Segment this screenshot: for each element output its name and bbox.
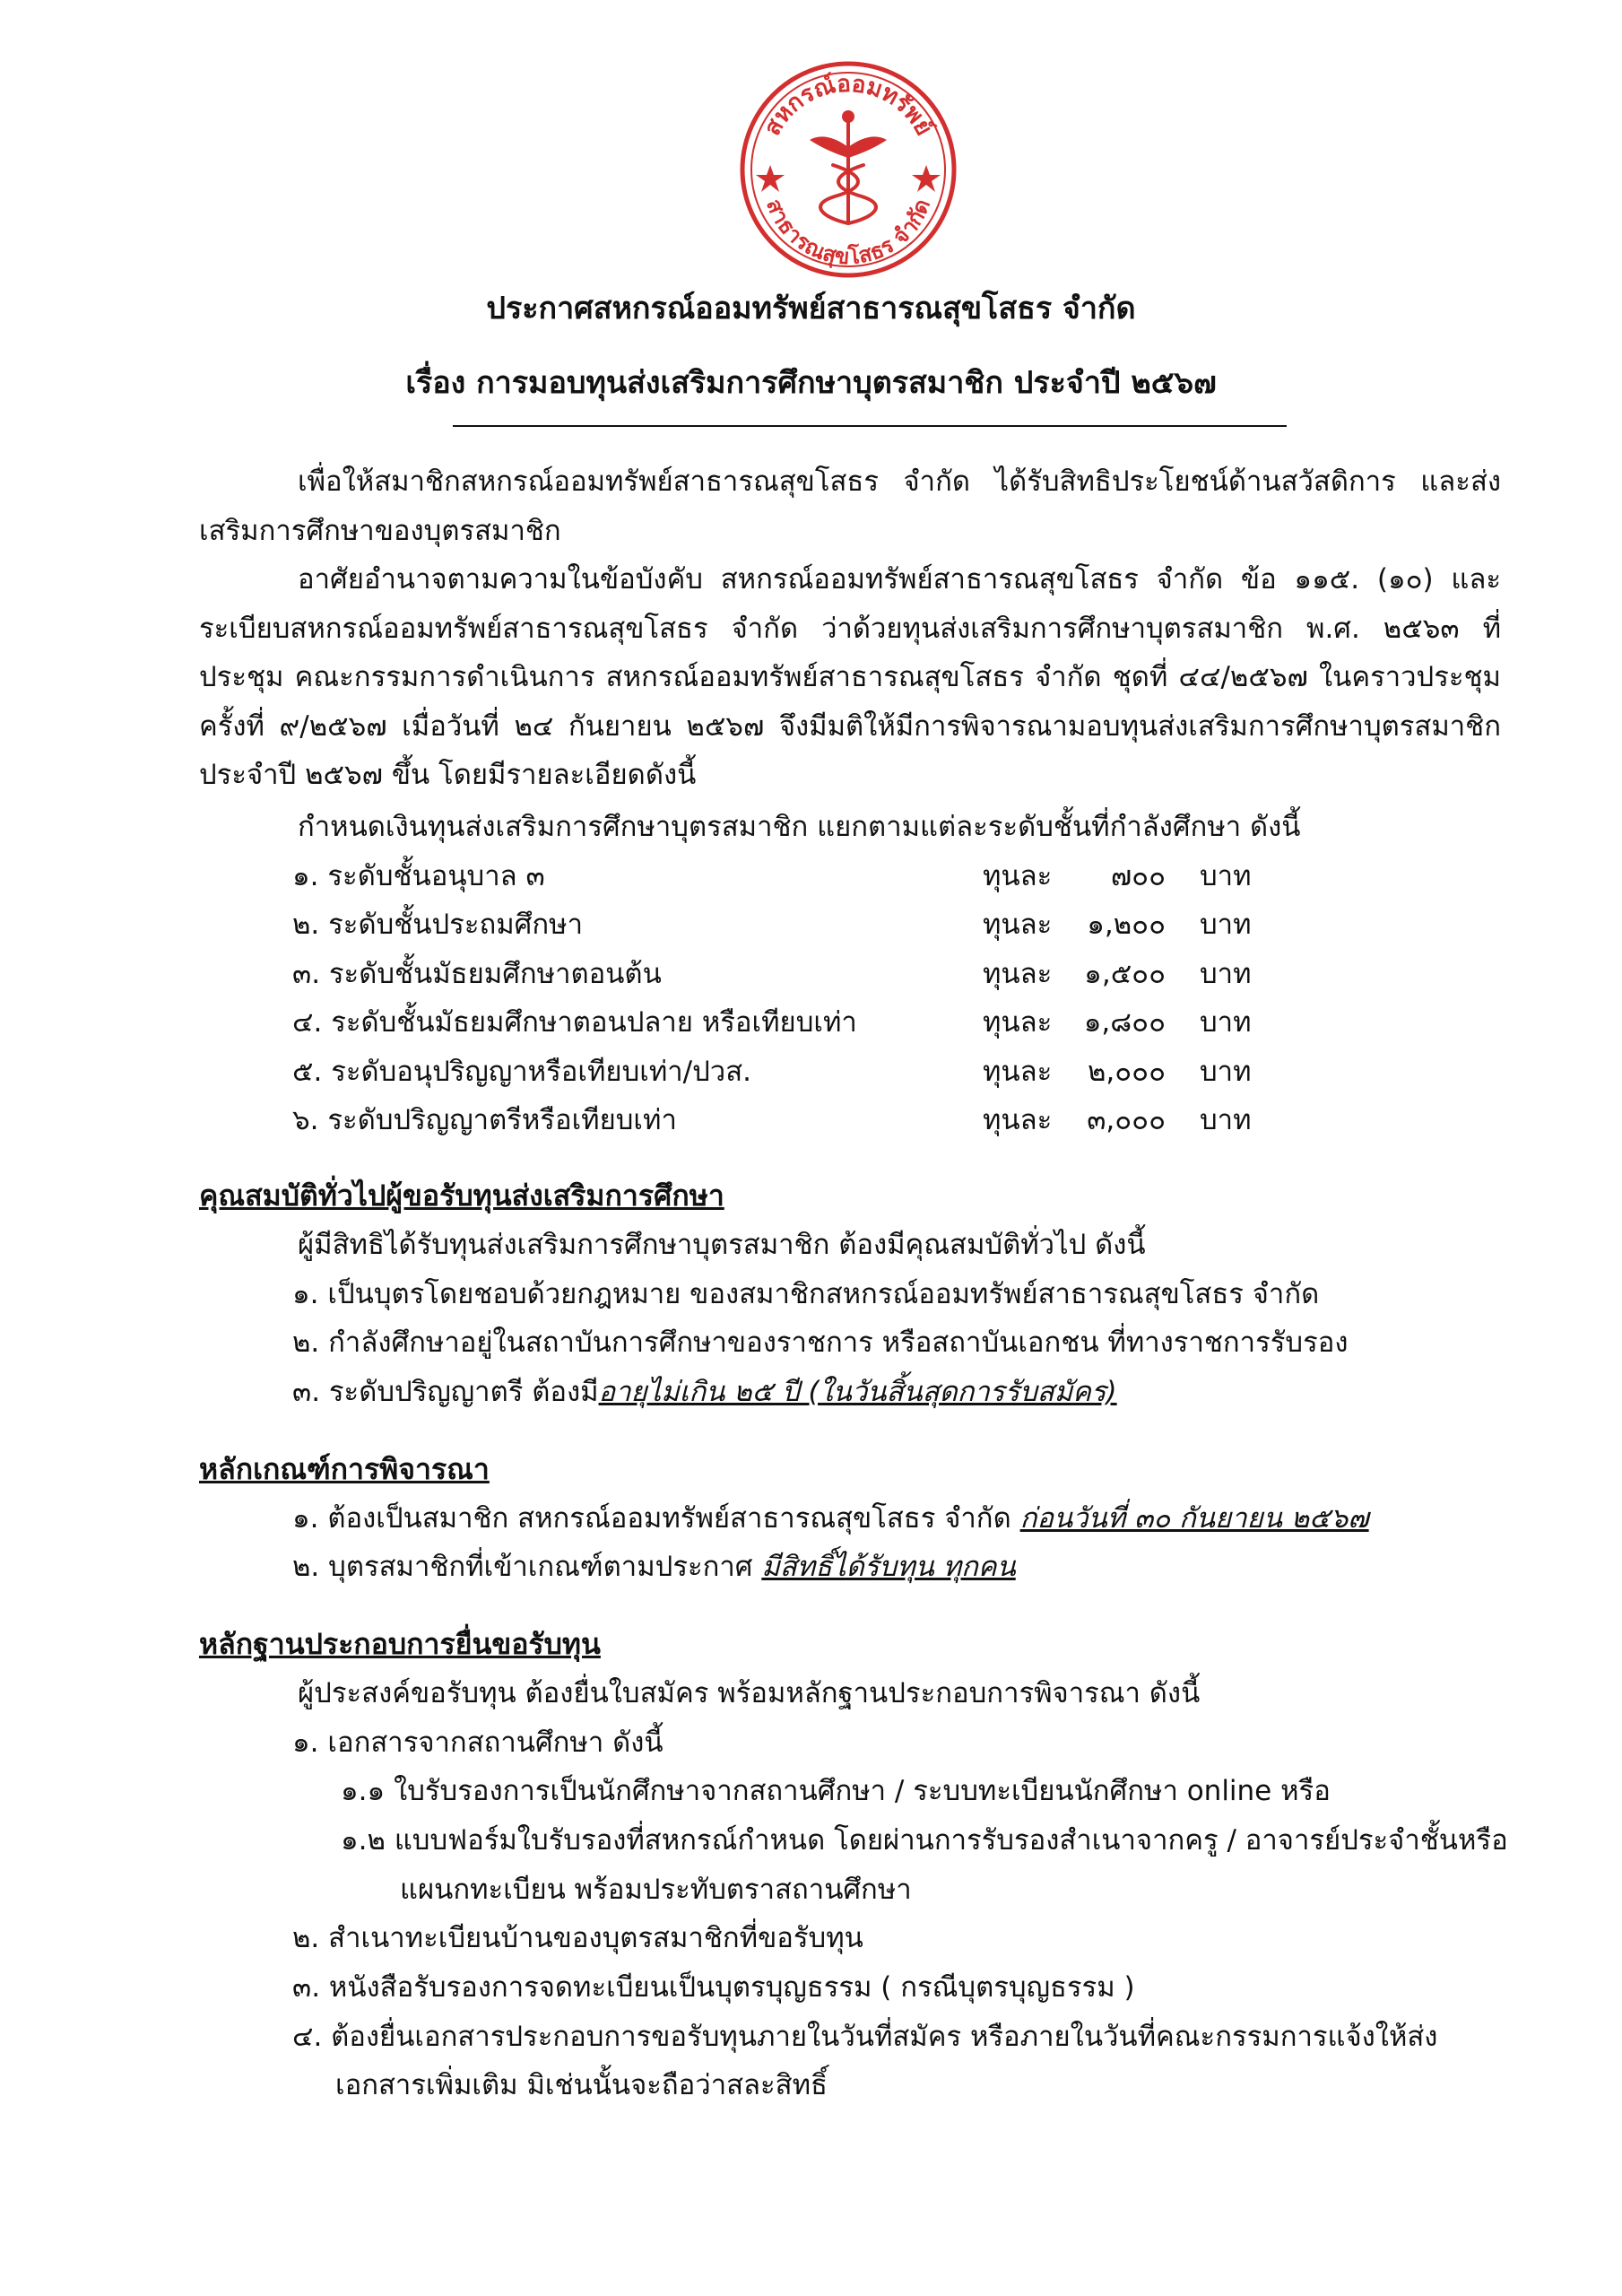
qualifications-heading: คุณสมบัติทั่วไปผู้ขอรับทุนส่งเสริมการศึกษา xyxy=(199,1178,724,1213)
evidence-item-3: ๓. หนังสือรับรองการจดทะเบียนเป็นบุตรบุญธรรม ( กรณีบุตรบุญธรรม ) xyxy=(292,1971,1135,2004)
evidence-item-4-continued: เอกสารเพิ่มเติม มิเช่นนั้นจะถือว่าสละสิทธิ์ xyxy=(335,2069,828,2101)
fee-unit-label: ทุนละ xyxy=(983,1104,1053,1136)
qualification-item-2: ๒. กำลังศึกษาอยู่ในสถาบันการศึกษาของราชการ หรือสถาบันเอกชน ที่ทางราชการรับรอง xyxy=(292,1326,1349,1359)
fee-level: ๒. ระดับชั้นประถมศึกษา xyxy=(292,909,583,941)
fee-amount: ๒,๐๐๐ xyxy=(1087,1056,1166,1088)
criteria-heading: หลักเกณฑ์การพิจารณา xyxy=(199,1452,490,1486)
cooperative-seal xyxy=(736,57,960,282)
fee-level: ๑. ระดับชั้นอนุบาล ๓ xyxy=(292,860,545,892)
evidence-heading: หลักฐานประกอบการยื่นขอรับทุน xyxy=(199,1627,601,1661)
fee-unit-label: ทุนละ xyxy=(983,1056,1053,1088)
caduceus-emblem-icon xyxy=(810,110,887,223)
fee-level: ๓. ระดับชั้นมัธยมศึกษาตอนต้น xyxy=(292,958,662,990)
evidence-item-1-2: ๑.๒ แบบฟอร์มใบรับรองที่สหกรณ์กำหนด โดยผ่านการรับรองสำเนาจากครู / อาจารย์ประจำชั้นหรือ xyxy=(341,1824,1508,1857)
fee-currency: บาท xyxy=(1200,860,1252,892)
intro-paragraph-1: เพื่อให้สมาชิกสหกรณ์ออมทรัพย์สาธารณสุขโสธร จำกัด ได้รับสิทธิประโยชน์ด้านสวัสดิการ และส่งเสริมการศึกษาของบุตรสมาชิก xyxy=(199,465,1501,547)
fee-currency: บาท xyxy=(1200,958,1252,990)
fee-level: ๕. ระดับอนุปริญญาหรือเทียบเท่า/ปวส. xyxy=(292,1056,751,1088)
fee-unit-label: ทุนละ xyxy=(983,958,1053,990)
fee-unit-label: ทุนละ xyxy=(983,860,1053,892)
fee-amount: ๑,๘๐๐ xyxy=(1083,1006,1166,1039)
evidence-item-2: ๒. สำเนาทะเบียนบ้านของบุตรสมาชิกที่ขอรับทุน xyxy=(292,1922,863,1954)
eligibility-emphasis: มีสิทธิ์ได้รับทุน ทุกคน xyxy=(761,1551,1016,1583)
evidence-item-4: ๔. ต้องยื่นเอกสารประกอบการขอรับทุนภายในวันที่สมัคร หรือภายในวันที่คณะกรรมการแจ้งให้ส่ง xyxy=(292,2021,1438,2053)
fee-currency: บาท xyxy=(1200,909,1252,941)
qualification-item-1: ๑. เป็นบุตรโดยชอบด้วยกฎหมาย ของสมาชิกสหกรณ์ออมทรัพย์สาธารณสุขโสธร จำกัด xyxy=(292,1278,1320,1310)
star-right-icon xyxy=(912,165,941,192)
evidence-item-1-2-continued: แผนกทะเบียน พร้อมประทับตราสถานศึกษา xyxy=(400,1874,912,1906)
age-limit-emphasis: อายุไม่เกิน ๒๕ ปี (ในวันสิ้นสุดการรับสมัคร) xyxy=(598,1376,1117,1408)
star-left-icon xyxy=(756,165,785,192)
qualifications-intro: ผู้มีสิทธิได้รับทุนส่งเสริมการศึกษาบุตรสมาชิก ต้องมีคุณสมบัติทั่วไป ดังนี้ xyxy=(298,1229,1146,1261)
fee-currency: บาท xyxy=(1200,1006,1252,1039)
fee-amount: ๗๐๐ xyxy=(1110,860,1166,892)
seal-top-text: สหกรณ์ออมทรัพย์ xyxy=(759,70,938,141)
fee-level: ๔. ระดับชั้นมัธยมศึกษาตอนปลาย หรือเทียบเท่า xyxy=(292,1006,857,1039)
fee-currency: บาท xyxy=(1200,1104,1252,1136)
fee-unit-label: ทุนละ xyxy=(983,909,1053,941)
membership-deadline-emphasis: ก่อนวันที่ ๓๐ กันยายน ๒๕๖๗ xyxy=(1019,1502,1369,1535)
seal-bottom-text: สาธารณสุขโสธร จำกัด xyxy=(760,196,936,270)
fee-intro: กำหนดเงินทุนส่งเสริมการศึกษาบุตรสมาชิก แยกตามแต่ละระดับชั้นที่กำลังศึกษา ดังนี้ xyxy=(298,811,1301,843)
announcement-title-line2: เรื่อง การมอบทุนส่งเสริมการศึกษาบุตรสมาชิก ประจำปี ๒๕๖๗ xyxy=(405,365,1217,401)
fee-amount: ๑,๕๐๐ xyxy=(1084,958,1166,990)
title-divider xyxy=(453,425,1287,427)
criteria-item-1: ๑. ต้องเป็นสมาชิก สหกรณ์ออมทรัพย์สาธารณสุขโสธร จำกัด ก่อนวันที่ ๓๐ กันยายน ๒๕๖๗ xyxy=(292,1502,1369,1535)
fee-currency: บาท xyxy=(1200,1056,1252,1088)
fee-amount: ๑,๒๐๐ xyxy=(1087,909,1166,941)
intro-paragraph-2: อาศัยอำนาจตามความในข้อบังคับ สหกรณ์ออมทรัพย์สาธารณสุขโสธร จำกัด ข้อ ๑๑๕. (๑๐) และ ระเบียบสหกรณ์ออมทรัพย์สาธารณสุขโสธร จำกัด ว่าด้วยทุนส่งเสริมการศึกษาบุตรสมาชิก พ.ศ. ๒๕๖๓ ที่ประชุม คณะกรรมการดำเนินการ สหกรณ์ออมทรัพย์สาธารณสุขโสธร จำกัด ชุดที่ ๔๔/๒๕๖๗ ในคราวประชุมครั้งที่ ๙/๒๕๖๗ เมื่อวันที่ ๒๔ กันยายน ๒๕๖๗ จึงมีมติให้มีการพิจารณามอบทุนส่งเสริมการศึกษาบุตรสมาชิก ประจำปี ๒๕๖๗ ขึ้น โดยมีรายละเอียดดังนี้ xyxy=(199,563,1501,791)
fee-amount: ๓,๐๐๐ xyxy=(1087,1104,1166,1136)
evidence-item-1: ๑. เอกสารจากสถานศึกษา ดังนี้ xyxy=(292,1726,664,1759)
fee-unit-label: ทุนละ xyxy=(983,1006,1053,1039)
criteria-item-2: ๒. บุตรสมาชิกที่เข้าเกณฑ์ตามประกาศ มีสิทธิ์ได้รับทุน ทุกคน xyxy=(292,1551,1016,1583)
qualification-item-3: ๓. ระดับปริญญาตรี ต้องมีอายุไม่เกิน ๒๕ ปี (ในวันสิ้นสุดการรับสมัคร) xyxy=(292,1376,1117,1408)
fee-level: ๖. ระดับปริญญาตรีหรือเทียบเท่า xyxy=(292,1104,677,1136)
evidence-item-1-1: ๑.๑ ใบรับรองการเป็นนักศึกษาจากสถานศึกษา / ระบบทะเบียนนักศึกษา online หรือ xyxy=(341,1775,1331,1807)
announcement-title-line1: ประกาศสหกรณ์ออมทรัพย์สาธารณสุขโสธร จำกัด xyxy=(486,291,1136,326)
evidence-intro: ผู้ประสงค์ขอรับทุน ต้องยื่นใบสมัคร พร้อมหลักฐานประกอบการพิจารณา ดังนี้ xyxy=(298,1677,1201,1709)
